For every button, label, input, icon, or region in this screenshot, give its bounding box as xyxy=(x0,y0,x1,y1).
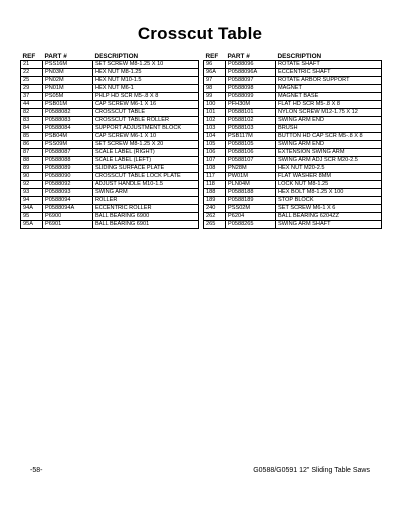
table-row xyxy=(21,61,199,69)
table-row xyxy=(21,197,199,205)
part-number-cell: PN03M xyxy=(43,69,93,77)
ref-cell: 98 xyxy=(204,85,226,93)
table-row xyxy=(21,77,199,85)
description-cell: ROTATE ARBOR SUPPORT xyxy=(276,77,382,85)
part-header: PART # xyxy=(44,53,67,60)
table-row xyxy=(204,141,382,149)
table-row xyxy=(204,61,382,69)
description-cell: BALL BEARING 6900 xyxy=(93,213,199,221)
part-number-cell: PSS09M xyxy=(43,141,93,149)
description-cell: SWING ARM END xyxy=(276,117,382,125)
table-row xyxy=(204,149,382,157)
ref-header: REF xyxy=(22,53,36,60)
manual-title: G0588/G0591 12" Sliding Table Saws xyxy=(253,467,370,474)
part-number-cell: P0588092 xyxy=(43,181,93,189)
table-row xyxy=(204,93,382,101)
part-number-cell: PW01M xyxy=(226,173,276,181)
description-cell: FLAT HD SCR M5-.8 X 8 xyxy=(276,101,382,109)
table-row xyxy=(204,117,382,125)
table-row xyxy=(204,205,382,213)
ref-cell: 94A xyxy=(21,205,43,213)
ref-cell: 89 xyxy=(21,165,43,173)
table-row xyxy=(21,181,199,189)
description-cell: SET SCREW M8-1.25 X 20 xyxy=(93,141,199,149)
ref-cell: 97 xyxy=(204,77,226,85)
part-number-cell: P0588189 xyxy=(226,197,276,205)
description-cell: ECCENTRIC SHAFT xyxy=(276,69,382,77)
table-row xyxy=(204,165,382,173)
part-number-cell: PSB117M xyxy=(226,133,276,141)
parts-table-right xyxy=(203,51,382,229)
ref-cell: 84 xyxy=(21,125,43,133)
table-header-row xyxy=(21,51,199,61)
description-cell: HEX NUT M10-1.5 xyxy=(93,77,199,85)
description-cell: NYLON SCREW M12-1.75 X 12 xyxy=(276,109,382,117)
part-number-cell: P0588094A xyxy=(43,205,93,213)
part-number-cell: PLN04M xyxy=(226,181,276,189)
part-number-cell: PFH30M xyxy=(226,101,276,109)
part-number-cell: P0588084 xyxy=(43,125,93,133)
table-row xyxy=(21,133,199,141)
table-row xyxy=(204,197,382,205)
part-number-cell: P0588099 xyxy=(226,93,276,101)
part-number-cell: P0588188 xyxy=(226,189,276,197)
table-row xyxy=(21,213,199,221)
table-row xyxy=(21,221,199,229)
part-number-cell: P0588096A xyxy=(226,69,276,77)
ref-cell: 88 xyxy=(21,157,43,165)
table-row xyxy=(21,141,199,149)
ref-cell: 105 xyxy=(204,141,226,149)
ref-cell: 85 xyxy=(21,133,43,141)
ref-cell: 108 xyxy=(204,165,226,173)
ref-cell: 240 xyxy=(204,205,226,213)
part-number-cell: PSB04M xyxy=(43,133,93,141)
table-row xyxy=(204,125,382,133)
table-row xyxy=(204,133,382,141)
parts-table-left xyxy=(20,51,199,229)
part-number-cell: PN01M xyxy=(43,85,93,93)
table-row xyxy=(204,173,382,181)
description-cell: ROTATE SHAFT xyxy=(276,61,382,69)
description-cell: BUTTON HD CAP SCR M5-.8 X 8 xyxy=(276,133,382,141)
ref-cell: 102 xyxy=(204,117,226,125)
part-number-cell: P0588098 xyxy=(226,85,276,93)
ref-cell: 44 xyxy=(21,101,43,109)
description-cell: FLAT WASHER 8MM xyxy=(276,173,382,181)
part-number-cell: PN28M xyxy=(226,165,276,173)
description-cell: ECCENTRIC ROLLER xyxy=(93,205,199,213)
part-number-cell: PSS16M xyxy=(43,61,93,69)
table-row xyxy=(204,77,382,85)
description-cell: MAGNET xyxy=(276,85,382,93)
ref-cell: 188 xyxy=(204,189,226,197)
part-number-cell: P0588093 xyxy=(43,189,93,197)
table-row xyxy=(21,205,199,213)
description-cell: CROSSCUT TABLE ROLLER xyxy=(93,117,199,125)
ref-cell: 29 xyxy=(21,85,43,93)
part-number-cell: PS05M xyxy=(43,93,93,101)
ref-cell: 83 xyxy=(21,117,43,125)
description-cell: SET SCREW M6-1 X 6 xyxy=(276,205,382,213)
description-cell: BRUSH xyxy=(276,125,382,133)
ref-cell: 90 xyxy=(21,173,43,181)
description-cell: LOCK NUT M8-1.25 xyxy=(276,181,382,189)
description-cell: BALL BEARING 6204ZZ xyxy=(276,213,382,221)
description-cell: STOP BLOCK xyxy=(276,197,382,205)
table-row xyxy=(21,157,199,165)
part-number-cell: P0588265 xyxy=(226,221,276,229)
part-number-cell: P0588082 xyxy=(43,109,93,117)
ref-cell: 93 xyxy=(21,189,43,197)
table-row xyxy=(21,189,199,197)
ref-cell: 107 xyxy=(204,157,226,165)
ref-cell: 96A xyxy=(204,69,226,77)
description-cell: SWING ARM END xyxy=(276,141,382,149)
description-header: DESCRIPTION xyxy=(277,53,322,60)
table-row xyxy=(204,69,382,77)
part-number-cell: P0588107 xyxy=(226,157,276,165)
description-cell: SET SCREW M8-1.25 X 10 xyxy=(93,61,199,69)
table-row xyxy=(21,109,199,117)
part-number-cell: P6900 xyxy=(43,213,93,221)
description-cell: SCALE LABEL (LEFT) xyxy=(93,157,199,165)
ref-cell: 117 xyxy=(204,173,226,181)
part-number-cell: P0588103 xyxy=(226,125,276,133)
table-row xyxy=(204,181,382,189)
description-cell: SLIDING SURFACE PLATE xyxy=(93,165,199,173)
ref-cell: 37 xyxy=(21,93,43,101)
description-cell: EXTENSION SWING ARM xyxy=(276,149,382,157)
description-cell: SWING ARM xyxy=(93,189,199,197)
ref-cell: 92 xyxy=(21,181,43,189)
description-cell: BALL BEARING 6901 xyxy=(93,221,199,229)
table-row xyxy=(204,85,382,93)
description-cell: CAP SCREW M6-1 X 10 xyxy=(93,133,199,141)
description-cell: ROLLER xyxy=(93,197,199,205)
part-number-cell: PSB01M xyxy=(43,101,93,109)
description-cell: SUPPORT ADJUSTMENT BLOCK xyxy=(93,125,199,133)
part-number-cell: PN02M xyxy=(43,77,93,85)
page-number: -58- xyxy=(30,467,43,474)
part-number-cell: P6204 xyxy=(226,213,276,221)
table-row xyxy=(21,173,199,181)
description-header: DESCRIPTION xyxy=(94,53,139,60)
description-cell: HEX BOLT M8-1.25 X 100 xyxy=(276,189,382,197)
part-number-cell: P0588097 xyxy=(226,77,276,85)
description-cell: CROSSCUT TABLE xyxy=(93,109,199,117)
part-number-cell: P0588094 xyxy=(43,197,93,205)
description-cell: SWING ARM ADJ SCR M20-2.5 xyxy=(276,157,382,165)
ref-cell: 82 xyxy=(21,109,43,117)
part-header: PART # xyxy=(227,53,250,60)
table-row xyxy=(21,149,199,157)
description-cell: ADJUST HANDLE M10-1.5 xyxy=(93,181,199,189)
ref-cell: 25 xyxy=(21,77,43,85)
part-number-cell: P0588096 xyxy=(226,61,276,69)
ref-cell: 22 xyxy=(21,69,43,77)
description-cell: HEX NUT M8-1.25 xyxy=(93,69,199,77)
description-cell: MAGNET BASE xyxy=(276,93,382,101)
table-row xyxy=(204,221,382,229)
description-cell: HEX NUT M6-1 xyxy=(93,85,199,93)
table-row xyxy=(204,157,382,165)
table-row xyxy=(204,101,382,109)
ref-cell: 265 xyxy=(204,221,226,229)
ref-cell: 262 xyxy=(204,213,226,221)
ref-cell: 103 xyxy=(204,125,226,133)
ref-cell: 95A xyxy=(21,221,43,229)
ref-cell: 106 xyxy=(204,149,226,157)
part-number-cell: P0588102 xyxy=(226,117,276,125)
part-number-cell: P0588090 xyxy=(43,173,93,181)
ref-cell: 100 xyxy=(204,101,226,109)
table-row xyxy=(204,189,382,197)
table-row xyxy=(21,117,199,125)
ref-cell: 118 xyxy=(204,181,226,189)
ref-cell: 21 xyxy=(21,61,43,69)
table-row xyxy=(21,101,199,109)
table-header-row xyxy=(204,51,382,61)
part-number-cell: PSS02M xyxy=(226,205,276,213)
ref-cell: 94 xyxy=(21,197,43,205)
part-number-cell: P0588106 xyxy=(226,149,276,157)
ref-cell: 101 xyxy=(204,109,226,117)
table-row xyxy=(21,125,199,133)
part-number-cell: P0588083 xyxy=(43,117,93,125)
ref-cell: 86 xyxy=(21,141,43,149)
description-cell: CROSSCUT TABLE LOCK PLATE xyxy=(93,173,199,181)
part-number-cell: P0588089 xyxy=(43,165,93,173)
ref-cell: 87 xyxy=(21,149,43,157)
description-cell: HEX NUT M20-2.5 xyxy=(276,165,382,173)
part-number-cell: P0588088 xyxy=(43,157,93,165)
table-row xyxy=(204,109,382,117)
ref-header: REF xyxy=(205,53,219,60)
table-row xyxy=(21,85,199,93)
part-number-cell: P0588087 xyxy=(43,149,93,157)
part-number-cell: P0588105 xyxy=(226,141,276,149)
ref-cell: 104 xyxy=(204,133,226,141)
description-cell: PHLP HD SCR M5-.8 X 8 xyxy=(93,93,199,101)
ref-cell: 189 xyxy=(204,197,226,205)
table-row xyxy=(21,165,199,173)
ref-cell: 96 xyxy=(204,61,226,69)
description-cell: SWING ARM SHAFT xyxy=(276,221,382,229)
ref-cell: 95 xyxy=(21,213,43,221)
description-cell: CAP SCREW M6-1 X 16 xyxy=(93,101,199,109)
part-number-cell: P6901 xyxy=(43,221,93,229)
page-title: Crosscut Table xyxy=(137,24,263,43)
description-cell: SCALE LABEL (RIGHT) xyxy=(93,149,199,157)
table-row xyxy=(21,93,199,101)
part-number-cell: P0588101 xyxy=(226,109,276,117)
table-row xyxy=(21,69,199,77)
ref-cell: 99 xyxy=(204,93,226,101)
table-row xyxy=(204,213,382,221)
